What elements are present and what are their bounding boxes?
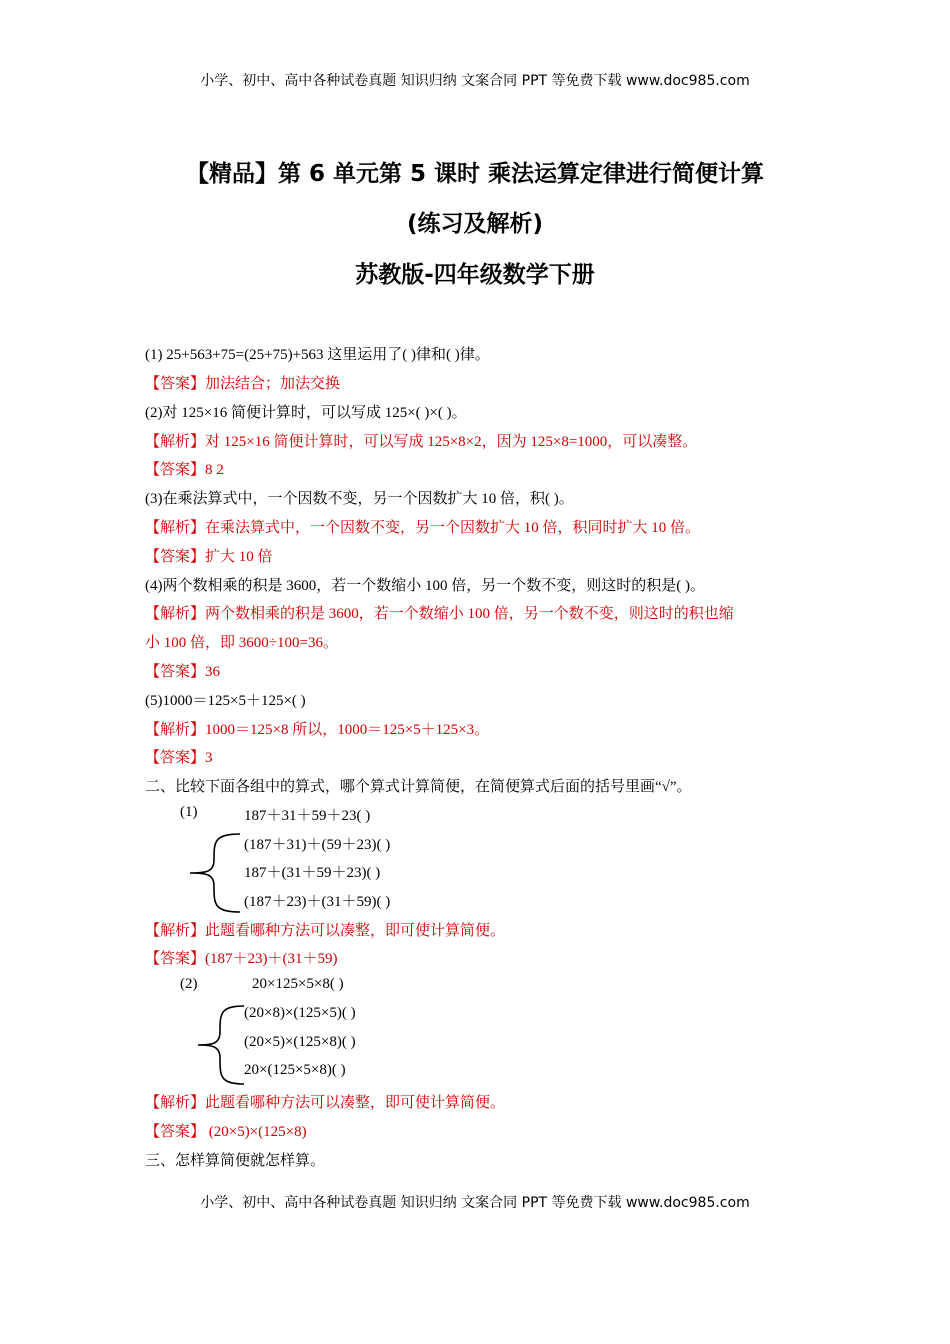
group-1-answer: 【答案】(187＋23)＋(31＋59) [145,951,338,967]
section-2-heading: 二、比较下面各组中的算式，哪个算式计算简便，在简便算式后面的括号里画“√”。 [145,779,692,795]
explanation-5: 【解析】1000＝125×8 所以，1000＝125×5＋125×3。 [145,722,490,738]
title-line-1: 【精品】第 6 单元第 5 课时 乘法运算定律进行简便计算 [185,161,765,187]
explanation-3: 【解析】在乘法算式中，一个因数不变，另一个因数扩大 10 倍，积同时扩大 10 倍。 [145,520,701,536]
explanation-4-line-1: 【解析】两个数相乘的积是 3600，若一个数缩小 100 倍，另一个数不变，则这时的积也缩 [145,606,734,622]
answer-5: 【答案】3 [145,750,213,766]
page-header: 小学、初中、高中各种试卷真题 知识归纳 文案合同 PPT 等免费下载 www.doc985.com [200,73,750,89]
group-2-option-2: (20×5)×(125×8)( ) [244,1034,356,1050]
answer-2: 【答案】8 2 [145,462,224,478]
answer-3: 【答案】扩大 10 倍 [145,549,273,565]
question-4: (4)两个数相乘的积是 3600，若一个数缩小 100 倍，另一个数不变，则这时的积是( )。 [145,578,705,594]
page-footer: 小学、初中、高中各种试卷真题 知识归纳 文案合同 PPT 等免费下载 www.doc985.com [200,1195,750,1211]
group-1-option-2: 187＋(31＋59＋23)( ) [244,865,381,881]
group-2-option-3: 20×(125×5×8)( ) [244,1062,346,1078]
question-1: (1) 25+563+75=(25+75)+563 这里运用了( )律和( )律。 [145,347,490,363]
group-2-option-1: (20×8)×(125×5)( ) [244,1005,356,1021]
question-3: (3)在乘法算式中，一个因数不变，另一个因数扩大 10 倍，积( )。 [145,491,574,507]
group-1-brace [186,830,246,916]
group-1-label: (1) [180,804,198,820]
group-2-label: (2) [180,976,198,992]
group-1-option-1: (187＋31)＋(59＋23)( ) [244,837,391,853]
answer-4: 【答案】36 [145,664,221,680]
group-2-answer: 【答案】 (20×5)×(125×8) [145,1124,307,1140]
title-line-2: (练习及解析) [406,211,544,237]
explanation-4-line-2: 小 100 倍，即 3600÷100=36。 [145,635,338,651]
group-2-brace [194,1002,250,1088]
question-2: (2)对 125×16 简便计算时，可以写成 125×( )×( )。 [145,405,467,421]
section-3-heading: 三、怎样算简便就怎样算。 [145,1153,326,1169]
group-1-expression: 187＋31＋59＋23( ) [244,808,371,824]
answer-1: 【答案】加法结合；加法交换 [145,376,341,392]
group-1-option-3: (187＋23)＋(31＋59)( ) [244,894,391,910]
question-5: (5)1000＝125×5＋125×( ) [145,693,306,709]
group-1-explanation: 【解析】此题看哪种方法可以凑整，即可使计算简便。 [145,923,506,939]
group-2-expression: 20×125×5×8( ) [252,976,344,992]
explanation-2: 【解析】对 125×16 简便计算时，可以写成 125×8×2，因为 125×8=1000，可以凑整。 [145,434,698,450]
title-line-3: 苏教版-四年级数学下册 [355,262,595,288]
group-2-explanation: 【解析】此题看哪种方法可以凑整，即可使计算简便。 [145,1095,506,1111]
